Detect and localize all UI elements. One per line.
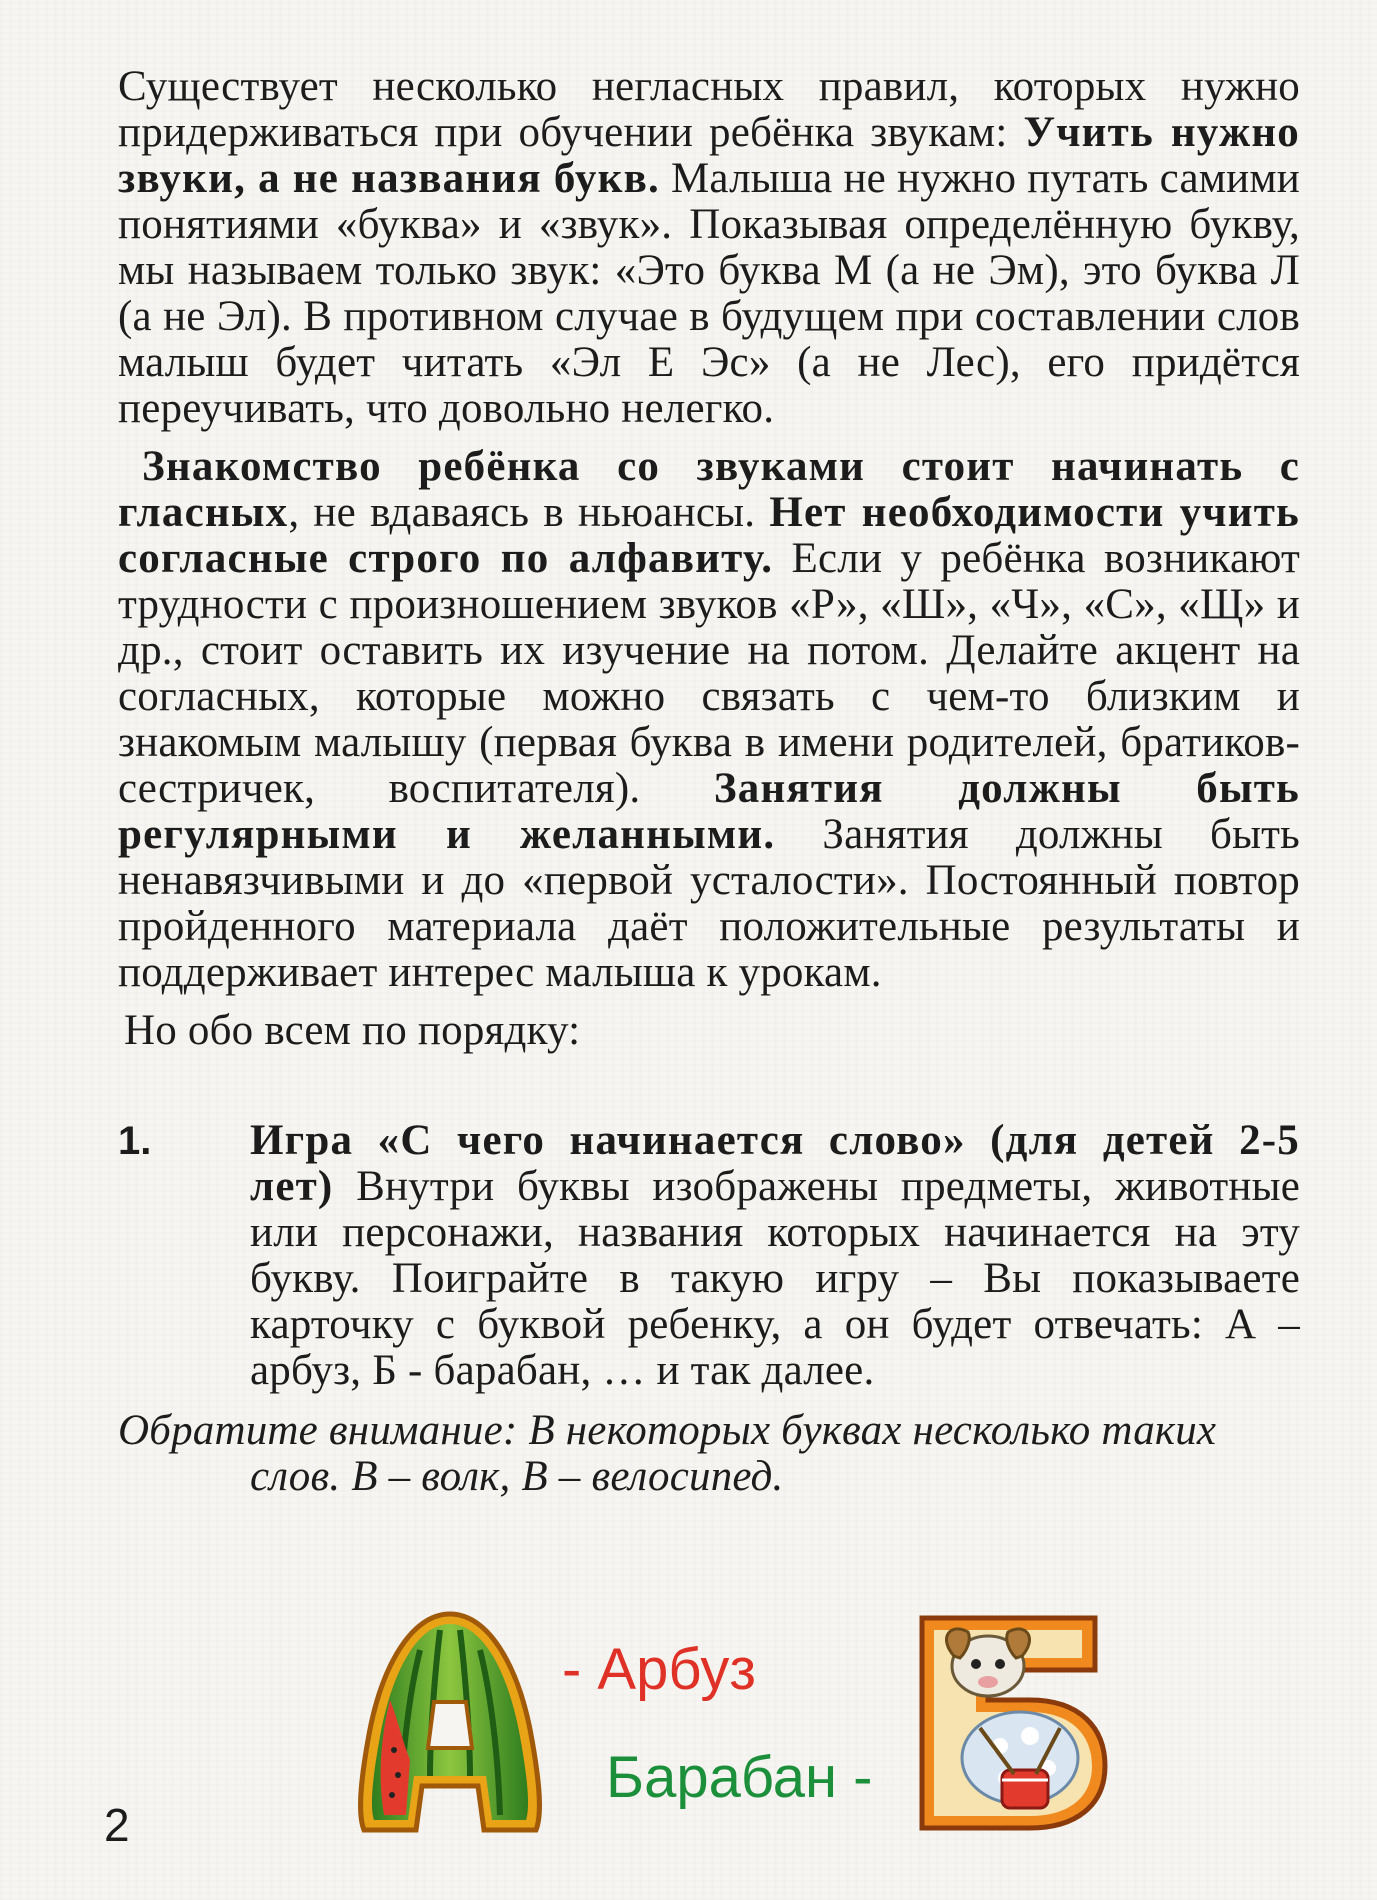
para2-bold-2: Нет необходимости учить согласные строго по алфавиту. [118,489,1300,582]
page-number: 2 [104,1799,130,1851]
game-text: Внутри буквы изображены предметы, животные или персонажи, названия которых начинается на эту букву. Поиграйте в такую игру – Вы показываете карточку с буквой ребенку, а он будет отвечать: А – арбуз, Б - барабан, … и так далее. [250,1163,1300,1394]
para2-text-3: Занятия должны быть ненавязчивыми и до «первой усталости». Постоянный повтор пройденного материала даёт положительные результаты и поддерживает интерес малыша к урокам. [118,811,1300,996]
note-line-2: слов. В – волк, В – велосипед. [250,1453,784,1500]
paragraph-rules [118,64,1300,432]
caption-baraban: Барабан - [606,1745,873,1810]
para2-text-2: Если у ребёнка возникают трудности с произношением звуков «Р», «Ш», «Ч», «С», «Щ» и др., стоит оставить их изучение на потом. Делайте акцент на согласных, которые можно связать с чем-то близким и знакомым малышу (первая буква в имени родителей, братиков-сестричек, воспитателя). [118,535,1300,812]
para2-bold-1: Знакомство ребёнка со звуками стоит начинать с гласных [118,443,1300,536]
game-description [250,1118,1300,1394]
illustration [350,1610,1110,1840]
para1-text-2: Малыша не нужно путать самими понятиями «буква» и «звук». Показывая определённую букву, мы называем только звук: «Это буква М (а не Эм), это буква Л (а не Эл). В противном случае в будущем при составлении слов малыш будет читать «Эл Е Эс» (а не Лес), его придётся переучивать, что довольно нелегко. [118,155,1300,432]
page-content [118,64,1300,1500]
ram-drum-letter-b-icon [910,1608,1110,1833]
note-label: Обратите внимание [118,1407,503,1454]
caption-arbuz: - Арбуз [562,1637,756,1702]
game-number: 1. [118,1119,152,1163]
para1-text-1: Существует несколько негласных правил, которых нужно придерживаться при обучении ребёнка звукам: [118,63,1300,156]
para2-bold-3: Занятия должны быть регулярными и желанными. [118,765,1300,858]
paragraph-vowels [118,444,1300,996]
watermelon-letter-a-icon [350,1610,550,1835]
para1-bold-1: Учить нужно звуки, а не названия букв. [118,109,1300,202]
note-line-1: : В некоторых буквах несколько таких [502,1407,1217,1454]
paragraph-order: Но обо всем по порядку: [124,1007,581,1054]
para2-text-1: , не вдаваясь в ньюансы. [288,489,770,536]
game-item-1 [118,1118,1300,1394]
note [118,1408,1300,1500]
game-title: Игра «С чего начинается слово» (для детей 2-5 лет) [250,1117,1300,1210]
